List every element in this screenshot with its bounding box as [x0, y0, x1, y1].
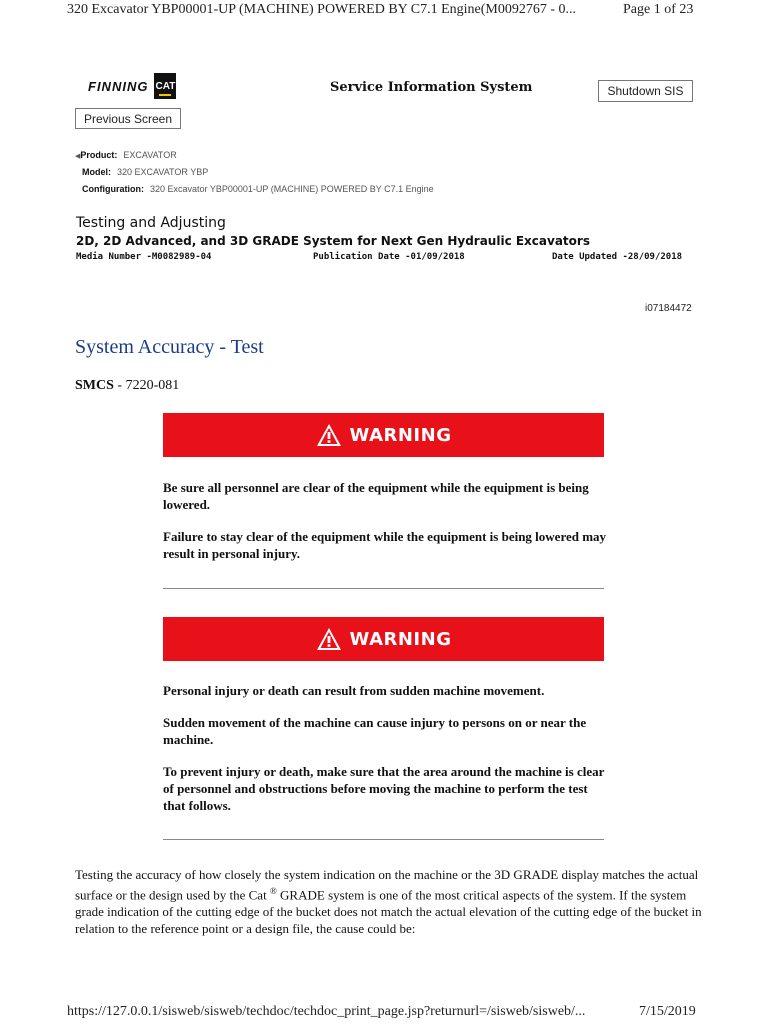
- date-updated: Date Updated -28/09/2018: [552, 252, 683, 262]
- meta-product: [75, 150, 177, 160]
- smcs-label: SMCS: [75, 378, 114, 393]
- warning-paragraph: Failure to stay clear of the equipment while the equipment is being lowered may result in personal injury.: [163, 529, 607, 561]
- document-id: i07184472: [645, 303, 692, 314]
- product-label: Product:: [80, 150, 118, 160]
- warning-text: [163, 682, 608, 829]
- warning-banner: [163, 413, 604, 457]
- warning-paragraph: Personal injury or death can result from sudden machine movement.: [163, 683, 545, 698]
- meta-model: [82, 167, 208, 177]
- logo-wordmark: FINNING: [88, 78, 149, 94]
- shutdown-sis-button[interactable]: Shutdown SIS: [598, 80, 693, 102]
- divider: [163, 839, 604, 840]
- warning-paragraph: Be sure all personnel are clear of the equipment while the equipment is being lowered.: [163, 480, 589, 512]
- finning-cat-logo: [88, 73, 176, 99]
- body-paragraph: [75, 866, 715, 937]
- warning-paragraph: Sudden movement of the machine can cause injury to persons on or near the machine.: [163, 715, 587, 747]
- divider: [163, 588, 604, 589]
- body-text-part: GRADE system is one of the most critical aspects of the system. If the system grade indication of the cutting edge of the bucket does not match the actual elevation of the cutting edge of the bucket in relation to the reference point or a design file, the cause could be:: [75, 887, 702, 937]
- sis-title: Service Information System: [330, 80, 533, 95]
- warning-label: WARNING: [349, 628, 452, 650]
- document-subtitle: 2D, 2D Advanced, and 3D GRADE System for Next Gen Hydraulic Excavators: [76, 234, 590, 248]
- model-value: 320 EXCAVATOR YBP: [117, 167, 209, 177]
- registered-mark: ®: [269, 886, 277, 896]
- warning-paragraph: To prevent injury or death, make sure that the area around the machine is clear of personnel and obstructions before moving the machine to perform the test that follows.: [163, 764, 605, 813]
- warning-label: WARNING: [349, 424, 452, 446]
- cat-logo-icon: CAT: [154, 73, 176, 99]
- page-title: System Accuracy - Test: [75, 336, 264, 358]
- smcs-code: [75, 378, 179, 394]
- page-count: Page 1 of 23: [623, 2, 694, 17]
- body-text-part: Testing the accuracy of how closely the system indication on the machine or the 3D GRADE display matches the actual surface or the design used by the Cat: [75, 867, 699, 903]
- print-header-title: 320 Excavator YBP00001-UP (MACHINE) POWERED BY C7.1 Engine(M0092767 - 0...: [67, 2, 577, 17]
- model-label: Model:: [82, 167, 111, 177]
- warning-triangle-icon: [316, 423, 342, 447]
- print-footer-date: 7/15/2019: [639, 1004, 696, 1019]
- publication-date: Publication Date -01/09/2018: [313, 252, 465, 262]
- meta-configuration: [82, 184, 434, 194]
- media-number: Media Number -M0082989-04: [76, 252, 212, 262]
- document-type: Testing and Adjusting: [76, 215, 226, 231]
- print-footer-url: https://127.0.0.1/sisweb/sisweb/techdoc/techdoc_print_page.jsp?returnurl=/sisweb/sisweb/...: [67, 1004, 586, 1019]
- warning-banner: [163, 617, 604, 661]
- warning-text: [163, 479, 608, 577]
- warning-triangle-icon: [316, 627, 342, 651]
- smcs-value: - 7220-081: [113, 378, 180, 393]
- back-arrow-icon[interactable]: ◀: [75, 153, 81, 160]
- configuration-label: Configuration:: [82, 184, 144, 194]
- product-value: EXCAVATOR: [123, 150, 177, 160]
- previous-screen-button[interactable]: Previous Screen: [75, 108, 181, 129]
- configuration-value: 320 Excavator YBP00001-UP (MACHINE) POWERED BY C7.1 Engine: [150, 184, 434, 194]
